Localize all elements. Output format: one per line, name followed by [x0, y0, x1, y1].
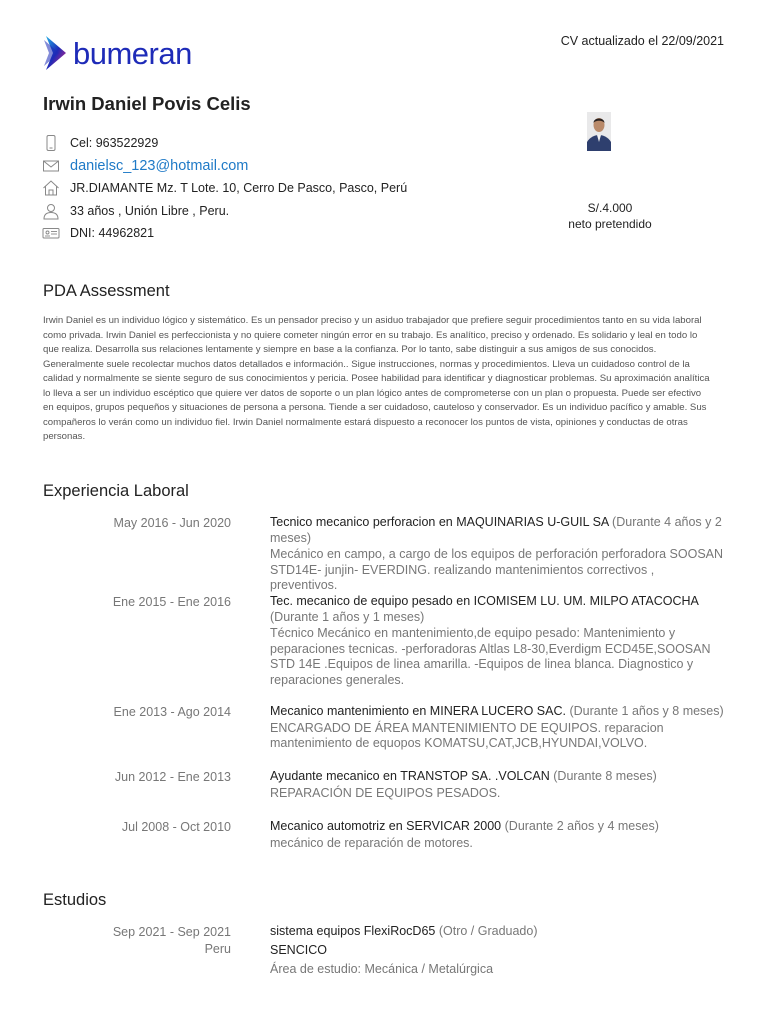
experience-description: Técnico Mecánico en mantenimiento,de equipo pesado: Mantenimiento y peparaciones tecnicas. -perforadoras Altlas L8-30,Everdigm ECD45E,SOOSAN STD 14E .Equipos de linea amarilla. -Equipos de linea blanca. Diagnostico y reparaciones generales.	[270, 626, 711, 687]
education-field: Área de estudio: Mecánica / Metalúrgica	[270, 962, 494, 976]
education-title: sistema equipos FlexiRocD65 (Otro / Graduado)	[270, 924, 538, 938]
home-icon	[42, 179, 60, 197]
candidate-name: Irwin Daniel Povis Celis	[43, 93, 251, 114]
address-row	[42, 177, 407, 200]
experience-description: Mecánico en campo, a cargo de los equipos de perforación perforadora SOOSAN STD14E- junjin- EVERDING. realizando mantenimientos correctivos , preventivos.	[270, 547, 724, 592]
experience-description: mecánico de reparación de motores.	[270, 835, 473, 850]
experience-duration: (Durante 1 años y 8 meses)	[569, 704, 724, 718]
experience-title: Tec. mecanico de equipo pesado en ICOMISEM LU. UM. MILPO ATACOCHA (Durante 1 años y 1 meses)	[270, 594, 699, 624]
contact-info	[42, 132, 407, 245]
experience-date: Ene 2015 - Ene 2016	[112, 595, 231, 609]
experience-date: May 2016 - Jun 2020	[113, 516, 231, 530]
candidate-photo	[587, 112, 611, 151]
education-status: (Otro / Graduado)	[438, 924, 538, 938]
experience-duration: (Durante 4 años y 2 meses)	[270, 515, 722, 545]
experience-section-title: Experiencia Laboral	[43, 482, 189, 500]
education-date: Sep 2021 - Sep 2021	[112, 925, 231, 939]
experience-title: Mecanico automotriz en SERVICAR 2000 (Durante 2 años y 4 meses)	[270, 819, 659, 833]
phone-icon	[42, 134, 60, 152]
salary-label: neto pretendido	[568, 217, 652, 231]
bumeran-logo-text: bumeran	[73, 35, 192, 71]
experience-description: REPARACIÓN DE EQUIPOS PESADOS.	[270, 785, 501, 800]
experience-title: Mecanico mantenimiento en MINERA LUCERO SAC. (Durante 1 años y 8 meses)	[270, 704, 724, 718]
phone-row	[42, 132, 407, 155]
experience-date: Jun 2012 - Ene 2013	[114, 770, 231, 784]
experience-title: Tecnico mecanico perforacion en MAQUINARIAS U-GUIL SA (Durante 4 años y 2 meses)	[270, 515, 722, 545]
salary-expectation	[540, 200, 680, 232]
experience-title: Ayudante mecanico en TRANSTOP SA. .VOLCAN (Durante 8 meses)	[270, 769, 657, 783]
user-icon	[42, 202, 60, 220]
experience-date: Jul 2008 - Oct 2010	[121, 820, 231, 834]
address: JR.DIAMANTE Mz. T Lote. 10, Cerro De Pasco, Pasco, Perú	[70, 181, 408, 196]
email-row	[42, 155, 407, 178]
email-link[interactable]: danielsc_123@hotmail.com	[70, 157, 249, 174]
education-country: Peru	[204, 942, 231, 956]
experience-description: ENCARGADO DE ÁREA MANTENIMIENTO DE EQUIPOS. reparacion mantenimiento de equopos KOMATSU,CAT,JCB,HYUNDAI,VOLVO.	[270, 720, 664, 750]
mail-icon	[42, 157, 60, 175]
phone-number: Cel: 963522929	[70, 136, 159, 151]
bumeran-logo[interactable]	[42, 34, 192, 72]
education-section-title: Estudios	[43, 891, 107, 909]
salary-amount: S/.4.000	[587, 201, 633, 215]
pda-section-title: PDA Assessment	[43, 282, 170, 300]
id-card-icon	[42, 224, 60, 242]
experience-date: Ene 2013 - Ago 2014	[113, 705, 231, 719]
experience-duration: (Durante 8 meses)	[553, 769, 657, 783]
experience-duration: (Durante 1 años y 1 meses)	[270, 609, 425, 624]
dni-row	[42, 222, 407, 245]
pda-text: Irwin Daniel es un individuo lógico y sistemático. Es un pensador preciso y un asiduo trabajador que prefiere seguir procedimientos tanto en su vida laboral como privada. Irwin Daniel es perfeccionista y no quiere cometer ningún error en su trabajo. Es analítico, preciso y ordenado. Es solidario y leal en todo lo que realiza. Desarrolla sus relaciones lentamente y siempre en base a la confianza. Por lo tanto, sabe distinguir a sus amigos de sus conocidos. Generalmente suele recolectar muchos datos detallados e información.. Sigue instrucciones, normas y procedimientos. Lleva un cuidadoso control de la calidad y normalmente se siente seguro de sus conocimientos y pericia. Posee habilidad para identificar y diagnosticar problemas. Su aproximación analítica lo lleva a ser un individuo escéptico que quiere ver datos de soporte o un plan lógico antes de comprometerse con un plan o propuesta. Puede ser efectivo en equipos, grupos pequeños y situaciones de persona a persona. Tiende a ser cuidadoso, cauteloso y conservador. Es un individuo pacífico y amable. Sus compañeros lo verán como un individuo fiel. Irwin Daniel normalmente estará dispuesto a reconocer los puntos de vista, opiniones y conductas de otras personas.	[43, 315, 710, 442]
cv-updated-date: CV actualizado el 22/09/2021	[560, 34, 724, 48]
personal-row	[42, 200, 407, 223]
experience-duration: (Durante 2 años y 4 meses)	[504, 819, 659, 833]
education-institution: SENCICO	[270, 942, 327, 957]
dni-number: DNI: 44962821	[70, 226, 155, 241]
bumeran-logo-mark-icon	[42, 34, 70, 72]
personal-info: 33 años , Unión Libre , Peru.	[70, 203, 230, 218]
